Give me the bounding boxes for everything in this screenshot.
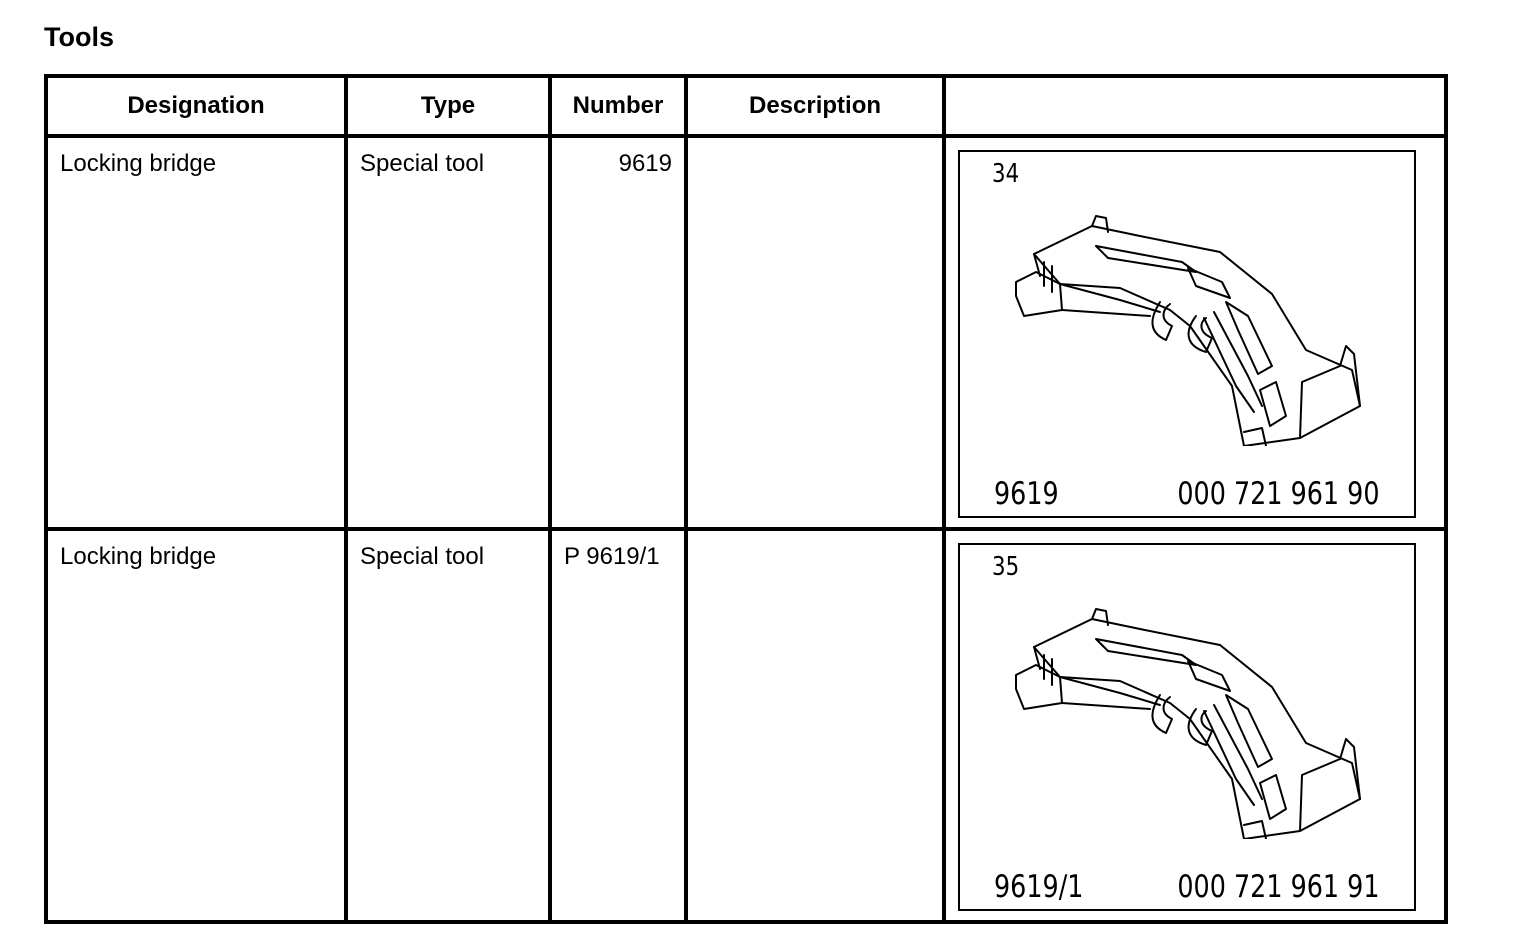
figure-tool-number: 9619/1	[994, 869, 1084, 905]
cell-number: 9619	[550, 136, 686, 529]
header-figure	[944, 76, 1446, 136]
header-type: Type	[346, 76, 550, 136]
cell-description	[686, 136, 944, 529]
locking-bridge-drawing-icon	[1000, 206, 1370, 446]
figure-tool-number: 9619	[994, 476, 1059, 512]
tool-figure	[958, 150, 1416, 518]
header-description: Description	[686, 76, 944, 136]
cell-figure	[944, 136, 1446, 529]
table-row	[46, 529, 1446, 922]
cell-designation: Locking bridge	[46, 529, 346, 922]
cell-figure	[944, 529, 1446, 922]
table-header-row	[46, 76, 1446, 136]
cell-designation: Locking bridge	[46, 136, 346, 529]
figure-id: 34	[992, 159, 1020, 189]
header-number: Number	[550, 76, 686, 136]
page-title: Tools	[44, 22, 114, 52]
cell-type: Special tool	[346, 529, 550, 922]
table-row	[46, 136, 1446, 529]
cell-number: P 9619/1	[550, 529, 686, 922]
tool-figure	[958, 543, 1416, 911]
cell-type: Special tool	[346, 136, 550, 529]
figure-id: 35	[992, 552, 1020, 582]
figure-part-number: 000 721 961 91	[1177, 869, 1380, 905]
figure-part-number: 000 721 961 90	[1177, 476, 1380, 512]
cell-description	[686, 529, 944, 922]
locking-bridge-drawing-icon	[1000, 599, 1370, 839]
tools-table	[44, 74, 1448, 924]
header-designation: Designation	[46, 76, 346, 136]
